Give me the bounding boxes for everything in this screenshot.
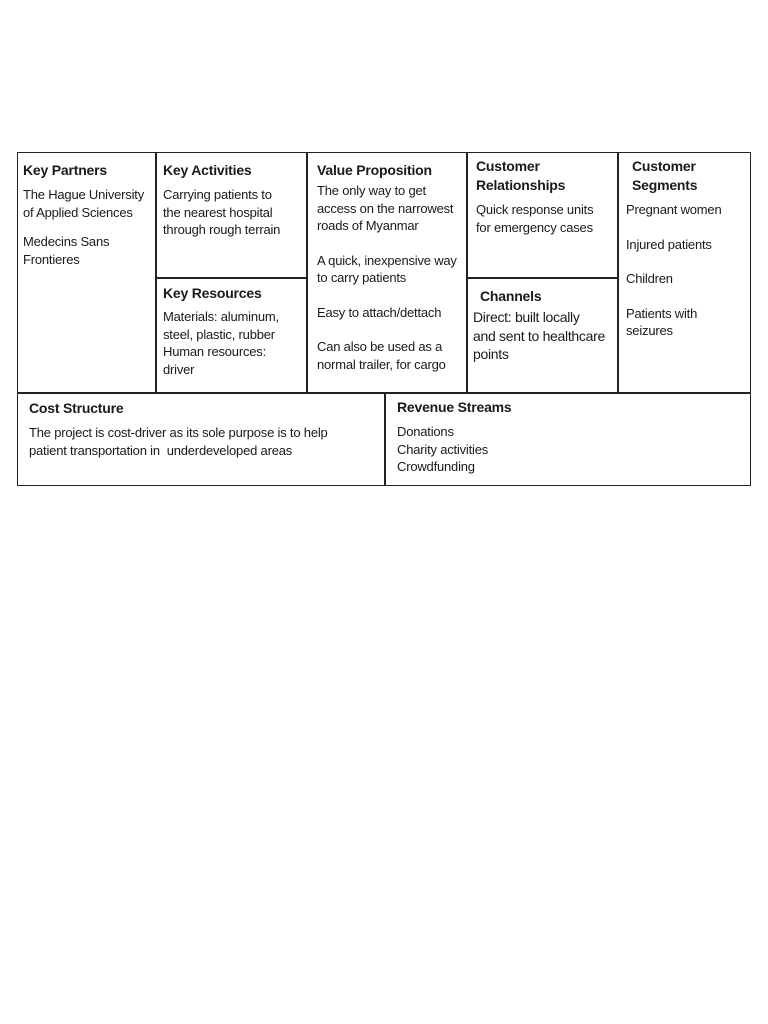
key-partners-section [23,161,155,268]
value-item: The only way to get access on the narrowest roads of Myanmar [317,183,454,233]
cost-structure-section [29,399,381,459]
customer-segments-section [626,157,750,340]
divider [466,277,618,279]
key-resources-heading: Key Resources [163,285,262,301]
segment-item: Children [626,271,673,286]
channels-section [473,287,617,364]
segment-item: Patients with seizures [626,305,698,338]
key-activities-text: Carrying patients to the nearest hospital through rough terrain [163,187,281,237]
channels-text: Direct: built locally and sent to healthcare points [473,309,605,362]
divider [466,153,468,392]
revenue-streams-section [397,398,747,476]
divider [384,392,386,486]
business-model-canvas [17,152,751,486]
cost-structure-heading: Cost Structure [29,400,124,416]
segment-item: Injured patients [626,236,712,252]
key-activities-section [163,161,303,239]
partner-item: Medecins Sans Frontieres [23,234,110,267]
key-resources-text: Materials: aluminum, steel, plastic, rubber Human resources: driver [163,309,279,377]
divider [617,153,619,392]
value-item: Easy to attach/dettach [317,304,442,320]
key-partners-heading: Key Partners [23,162,107,178]
value-item: A quick, inexpensive way to carry patients [317,252,457,285]
cost-structure-text: The project is cost-driver as its sole purpose is to help patient transportation in underdeveloped areas [29,425,328,458]
customer-relationships-section [476,157,616,236]
channels-heading: Channels [480,288,542,304]
segment-item: Pregnant women [626,202,722,217]
value-item: Can also be used as a normal trailer, for cargo [317,339,446,372]
revenue-streams-heading: Revenue Streams [397,399,512,415]
key-resources-section [163,284,303,378]
partner-item: The Hague University of Applied Sciences [23,187,144,220]
customer-relationships-text: Quick response units for emergency cases [476,202,594,235]
divider [155,277,307,279]
customer-segments-heading: Customer Segments [632,158,698,193]
revenue-streams-text: Donations Charity activities Crowdfunding [397,424,489,474]
customer-relationships-heading: Customer Relationships [476,158,566,193]
key-activities-heading: Key Activities [163,162,252,178]
value-proposition-heading: Value Proposition [317,162,432,178]
divider [155,153,157,392]
divider [306,153,308,392]
value-proposition-section [317,161,465,373]
